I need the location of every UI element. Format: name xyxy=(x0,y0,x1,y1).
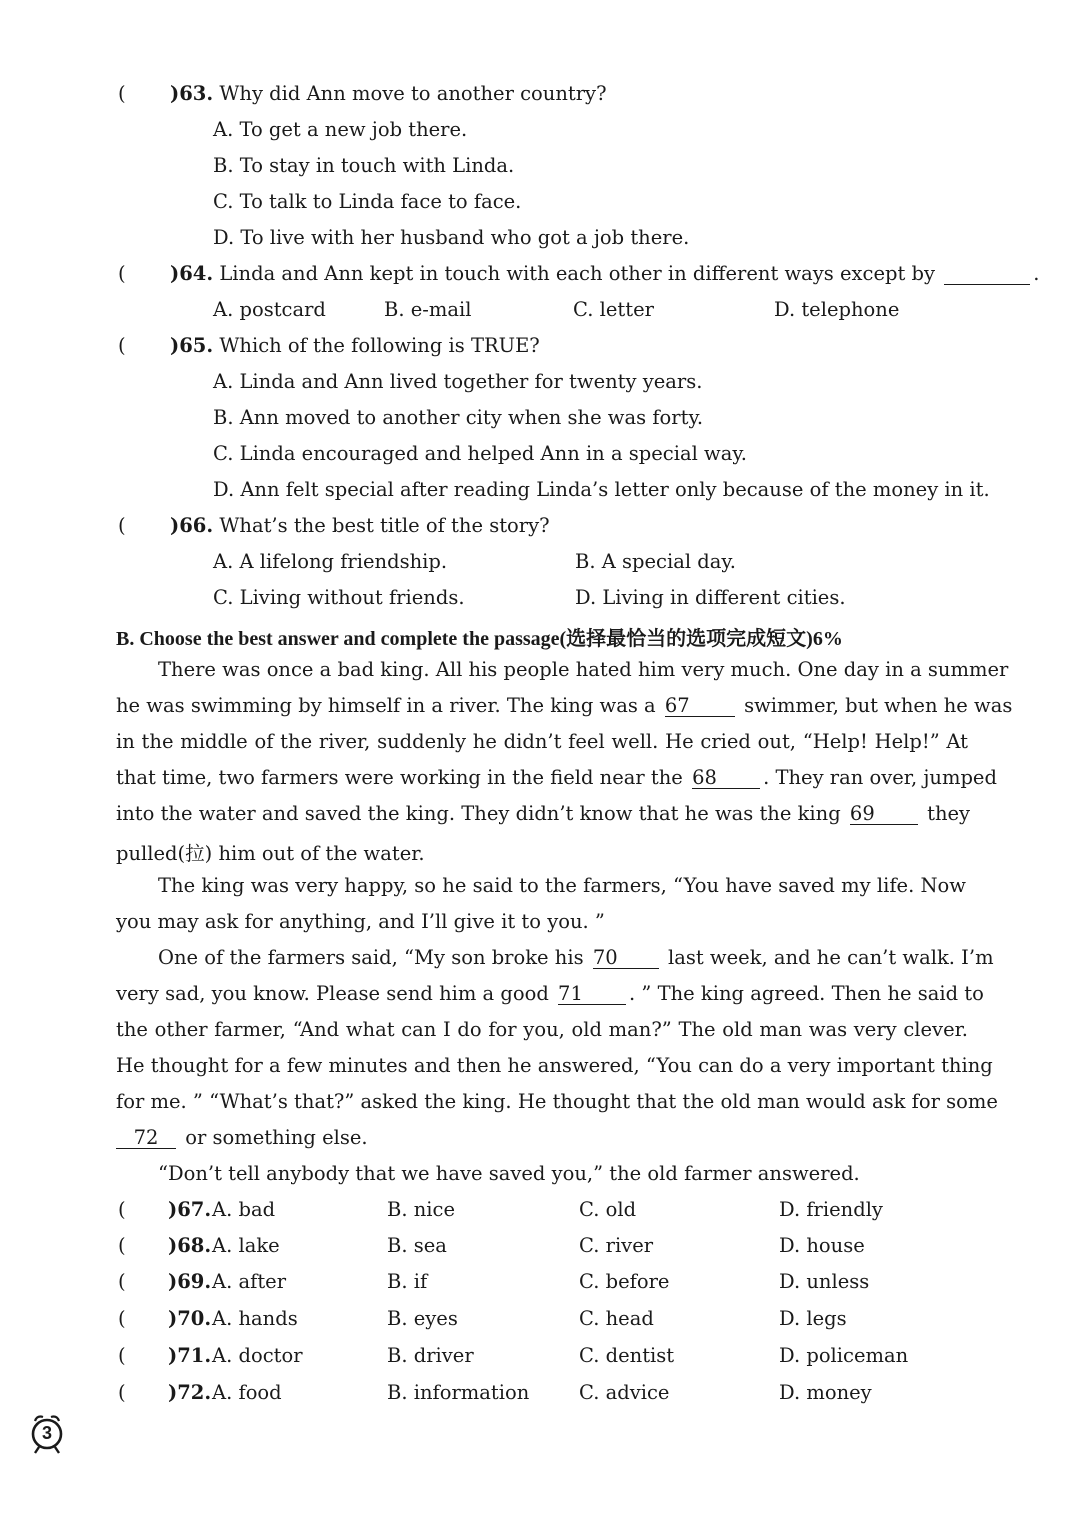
question-stem: )66. What’s the best title of the story? xyxy=(170,514,550,537)
passage-line: in the middle of the river, suddenly he didn’t feel well. He cried out, “Help! Help!” At xyxy=(116,730,968,753)
answer-paren: ( xyxy=(118,1270,126,1293)
option-a: A. Linda and Ann lived together for twenty years. xyxy=(213,370,703,393)
cloze-blank-71: 71 xyxy=(558,983,626,1005)
option-d: D. unless xyxy=(779,1270,870,1293)
question-number: )68. xyxy=(168,1234,212,1257)
option-b: B. e-mail xyxy=(384,298,472,321)
option-d: D. Ann felt special after reading Linda’s letter only because of the money in it. xyxy=(213,478,990,501)
cloze-blank-70: 70 xyxy=(593,947,659,969)
answer-paren: ( xyxy=(118,1344,126,1367)
option-d: D. To live with her husband who got a job there. xyxy=(213,226,690,249)
option-c: C. letter xyxy=(573,298,654,321)
question-number: )69. xyxy=(168,1270,212,1293)
passage-line: He thought for a few minutes and then he answered, “You can do a very important thing xyxy=(116,1054,993,1077)
question-number: )67. xyxy=(168,1198,212,1221)
question-stem: )63. Why did Ann move to another country? xyxy=(170,82,607,105)
passage-line: that time, two farmers were working in the field near the 68 . They ran over, jumped xyxy=(116,766,997,789)
option-c: C. river xyxy=(579,1234,654,1257)
page-number: 3 xyxy=(41,1423,52,1443)
option-c: C. Living without friends. xyxy=(213,586,465,609)
answer-paren: ( xyxy=(118,262,126,285)
question-number: )70. xyxy=(168,1307,212,1330)
passage-line: for me. ” “What’s that?” asked the king. He thought that the old man would ask for some xyxy=(116,1090,998,1113)
option-c: C. head xyxy=(579,1307,654,1330)
cloze-blank-72: 72 xyxy=(116,1127,176,1149)
question-stem: )65. Which of the following is TRUE? xyxy=(170,334,540,357)
option-b: B. A special day. xyxy=(575,550,736,573)
option-b: B. if xyxy=(387,1270,428,1293)
option-c: C. To talk to Linda face to face. xyxy=(213,190,522,213)
option-a: A. hands xyxy=(212,1307,298,1330)
option-a: A. after xyxy=(212,1270,287,1293)
option-d: D. telephone xyxy=(774,298,900,321)
passage-line: One of the farmers said, “My son broke his 70 last week, and he can’t walk. I’m xyxy=(158,946,994,969)
option-d: D. legs xyxy=(779,1307,847,1330)
passage-line: he was swimming by himself in a river. The king was a 67 swimmer, but when he was xyxy=(116,694,1013,717)
option-a: A. doctor xyxy=(212,1344,303,1367)
answer-paren: ( xyxy=(118,334,126,357)
answer-paren: ( xyxy=(118,514,126,537)
passage-line: you may ask for anything, and I’ll give it to you. ” xyxy=(116,910,605,933)
option-b: B. To stay in touch with Linda. xyxy=(213,154,515,177)
passage-line: The king was very happy, so he said to the farmers, “You have saved my life. Now xyxy=(158,874,966,897)
option-b: B. nice xyxy=(387,1198,455,1221)
cloze-blank-68: 68 xyxy=(692,767,760,789)
answer-paren: ( xyxy=(118,1381,126,1404)
passage-line: “Don’t tell anybody that we have saved you,” the old farmer answered. xyxy=(158,1162,860,1185)
option-a: A. postcard xyxy=(213,298,326,321)
option-b: B. eyes xyxy=(387,1307,458,1330)
answer-paren: ( xyxy=(118,1198,126,1221)
option-d: D. money xyxy=(779,1381,872,1404)
option-c: C. before xyxy=(579,1270,670,1293)
option-b: B. information xyxy=(387,1381,530,1404)
passage-line: There was once a bad king. All his people hated him very much. One day in a summer xyxy=(158,658,1009,681)
question-stem: )64. Linda and Ann kept in touch with each other in different ways except by . xyxy=(170,262,1040,285)
option-b: B. sea xyxy=(387,1234,447,1257)
answer-paren: ( xyxy=(118,1307,126,1330)
question-number: )71. xyxy=(168,1344,212,1367)
option-c: C. old xyxy=(579,1198,637,1221)
option-b: B. driver xyxy=(387,1344,474,1367)
option-a: A. A lifelong friendship. xyxy=(213,550,448,573)
option-a: A. To get a new job there. xyxy=(213,118,468,141)
passage-line: the other farmer, “And what can I do for you, old man?” The old man was very clever. xyxy=(116,1018,968,1041)
option-d: D. Living in different cities. xyxy=(575,586,846,609)
passage-line: into the water and saved the king. They didn’t know that he was the king 69 they xyxy=(116,802,971,825)
passage-line: 72 or something else. xyxy=(116,1126,368,1149)
passage-line: very sad, you know. Please send him a good 71 . ” The king agreed. Then he said to xyxy=(116,982,984,1005)
question-number: )72. xyxy=(168,1381,212,1404)
passage-line: pulled(拉) him out of the water. xyxy=(116,842,425,865)
answer-paren: ( xyxy=(118,1234,126,1257)
cloze-blank-69: 69 xyxy=(850,803,918,825)
cloze-blank-67: 67 xyxy=(665,695,735,717)
option-c: C. Linda encouraged and helped Ann in a special way. xyxy=(213,442,747,465)
option-a: A. food xyxy=(212,1381,282,1404)
option-d: D. friendly xyxy=(779,1198,883,1221)
answer-paren: ( xyxy=(118,82,126,105)
option-d: D. policeman xyxy=(779,1344,909,1367)
option-d: D. house xyxy=(779,1234,865,1257)
option-a: A. bad xyxy=(212,1198,276,1221)
answer-blank xyxy=(944,263,1030,285)
option-b: B. Ann moved to another city when she was forty. xyxy=(213,406,704,429)
page-number-badge xyxy=(28,1412,66,1456)
section-b-heading: B. Choose the best answer and complete the passage(选择最恰当的选项完成短文)6% xyxy=(116,628,843,650)
option-c: C. advice xyxy=(579,1381,670,1404)
option-c: C. dentist xyxy=(579,1344,675,1367)
option-a: A. lake xyxy=(212,1234,280,1257)
